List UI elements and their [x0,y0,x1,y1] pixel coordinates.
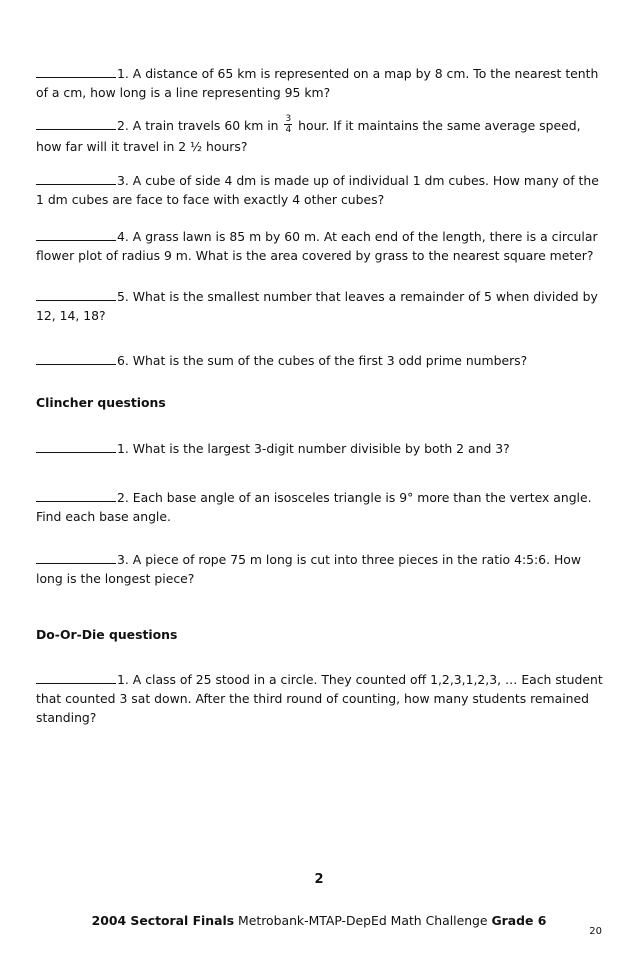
clincher-question-1 [36,439,606,458]
question-text: A class of 25 stood in a circle. They counted off 1,2,3,1,2,3, … Each student that counted 3 sat down. After the third round of counting, how many students remained standing? [36,672,603,725]
question-text: What is the sum of the cubes of the first 3 odd prime numbers? [132,353,528,368]
question-4 [36,227,606,265]
fraction-denominator: 4 [285,125,292,135]
answer-blank[interactable] [36,288,116,301]
answer-blank[interactable] [36,352,116,365]
question-text: Each base angle of an isosceles triangle is 9° more than the vertex angle. Find each base angle. [36,490,592,524]
fraction-numerator: 3 [285,114,292,124]
page-number: 2 [314,872,324,887]
answer-blank[interactable] [36,117,116,130]
answer-blank[interactable] [36,671,116,684]
question-number: 3. [117,173,129,188]
question-number: 1. [117,66,129,81]
question-text: A grass lawn is 85 m by 60 m. At each end of the length, there is a circular flower plot of radius 9 m. What is the area covered by grass to the nearest square meter? [36,229,598,263]
corner-page-number: 20 [589,926,602,937]
question-number: 1. [117,441,129,456]
do-or-die-question-1 [36,670,606,727]
question-number: 2. [117,118,129,133]
fraction [284,114,292,135]
clincher-question-2 [36,488,606,526]
do-or-die-heading: Do-Or-Die questions [36,627,178,642]
page-footer [0,913,638,928]
question-text: What is the smallest number that leaves a remainder of 5 when divided by 12, 14, 18? [36,289,598,323]
question-text: A cube of side 4 dm is made up of individual 1 dm cubes. How many of the 1 dm cubes are face to face with exactly 4 other cubes? [36,173,599,207]
question-number: 2. [117,490,129,505]
question-number: 5. [117,289,129,304]
question-number: 1. [117,672,129,687]
clincher-heading: Clincher questions [36,395,166,410]
footer-competition: Metrobank-MTAP-DepEd Math Challenge [234,913,492,928]
question-1 [36,64,606,102]
question-number: 4. [117,229,129,244]
answer-blank[interactable] [36,440,116,453]
answer-blank[interactable] [36,65,116,78]
answer-blank[interactable] [36,172,116,185]
question-6 [36,351,606,370]
clincher-question-3 [36,550,606,588]
question-5 [36,287,606,325]
question-text: A piece of rope 75 m long is cut into three pieces in the ratio 4:5:6. How long is the longest piece? [36,552,581,586]
question-number: 6. [117,353,129,368]
footer-grade: Grade 6 [491,913,547,928]
question-text: hour. If it maintains the same average speed, how far will it travel in 2 ½ hours? [36,118,581,154]
answer-blank[interactable] [36,489,116,502]
question-2 [36,116,606,156]
answer-blank[interactable] [36,228,116,241]
footer-event: 2004 Sectoral Finals [91,913,235,928]
answer-blank[interactable] [36,551,116,564]
question-text: A distance of 65 km is represented on a map by 8 cm. To the nearest tenth of a cm, how long is a line representing 95 km? [36,66,599,100]
question-number: 3. [117,552,129,567]
question-text: A train travels 60 km in [132,118,279,133]
question-text: What is the largest 3-digit number divisible by both 2 and 3? [132,441,510,456]
question-3 [36,171,606,209]
